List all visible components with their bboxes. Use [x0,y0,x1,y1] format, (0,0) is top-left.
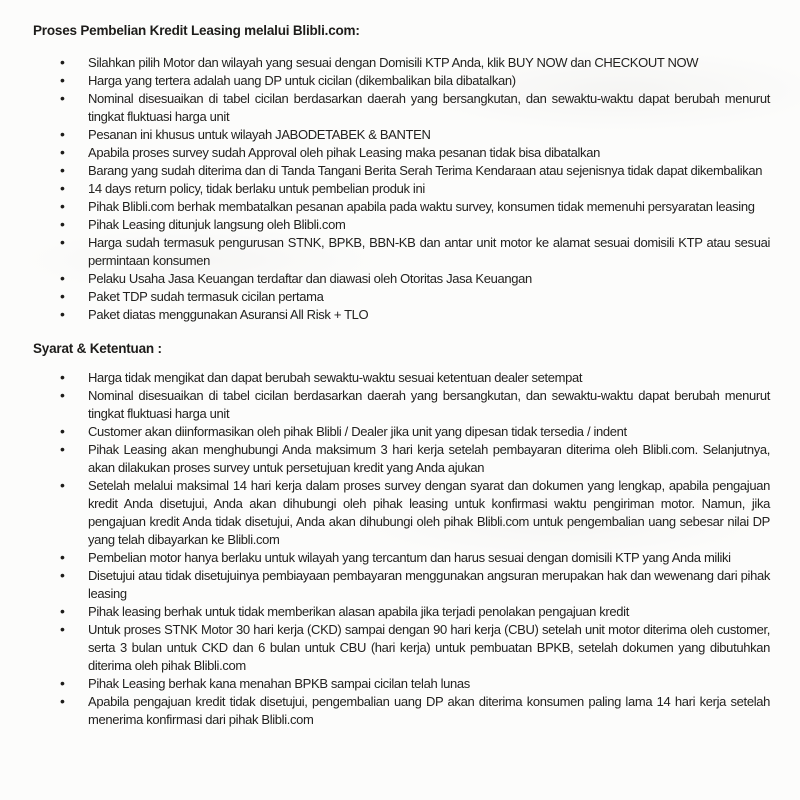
list-item: • Harga yang tertera adalah uang DP untuk cicilan (dikembalikan bila dibatalkan) [60,72,770,90]
list-item: • Setelah melalui maksimal 14 hari kerja dalam proses survey dengan syarat dan dokumen yang lengkap, apabila pengajuan kredit Anda disetujui, Anda akan dihubungi oleh pihak leasing untuk konfirmasi waktu pengiriman motor. Namun, jika pengajuan kredit Anda tidak disetujui, Anda akan dihubungi oleh pihak Blibli.com untuk pengembalian uang sebesar nilai DP yang telah dibayarkan ke Blibli.com [60,477,770,549]
list-item: • Customer akan diinformasikan oleh pihak Blibli / Dealer jika unit yang dipesan tidak tersedia / indent [60,423,770,441]
list-item: • Disetujui atau tidak disetujuinya pembiayaan pembayaran menggunakan angsuran merupakan hak dan wewenang dari pihak leasing [60,567,770,603]
list-item: • Barang yang sudah diterima dan di Tanda Tangani Berita Serah Terima Kendaraan atau sejenisnya tidak dapat dikembalikan [60,162,770,180]
list-item: • Pihak Leasing berhak kana menahan BPKB sampai cicilan telah lunas [60,675,770,693]
list-item: • Silahkan pilih Motor dan wilayah yang sesuai dengan Domisili KTP Anda, klik BUY NOW dan CHECKOUT NOW [60,54,770,72]
list-item: • Pihak Leasing ditunjuk langsung oleh Blibli.com [60,216,770,234]
list-item: • Nominal disesuaikan di tabel cicilan berdasarkan daerah yang bersangkutan, dan sewaktu-waktu dapat berubah menurut tingkat fluktuasi harga unit [60,90,770,126]
process-list [60,54,770,324]
list-item: • Harga sudah termasuk pengurusan STNK, BPKB, BBN-KB dan antar unit motor ke alamat sesuai domisili KTP atau sesuai permintaan konsumen [60,234,770,270]
list-item: • Pihak Blibli.com berhak membatalkan pesanan apabila pada waktu survey, konsumen tidak memenuhi persyaratan leasing [60,198,770,216]
list-item: • Pihak leasing berhak untuk tidak memberikan alasan apabila jika terjadi penolakan pengajuan kredit [60,603,770,621]
terms-list [60,369,770,729]
list-item: • Untuk proses STNK Motor 30 hari kerja (CKD) sampai dengan 90 hari kerja (CBU) setelah unit motor diterima oleh customer, serta 3 bulan untuk CKD dan 6 bulan untuk CBU (hari kerja) untuk pembuatan BPKB, setelah dokumen yang dibutuhkan diterima oleh pihak Blibli.com [60,621,770,675]
list-item: • Pembelian motor hanya berlaku untuk wilayah yang tercantum dan harus sesuai dengan domisili KTP yang Anda miliki [60,549,770,567]
list-item: • Nominal disesuaikan di tabel cicilan berdasarkan daerah yang bersangkutan, dan sewaktu-waktu dapat berubah menurut tingkat fluktuasi harga unit [60,387,770,423]
section-heading-proses-pembelian: Proses Pembelian Kredit Leasing melalui Blibli.com: [33,23,360,38]
list-item: • Pelaku Usaha Jasa Keuangan terdaftar dan diawasi oleh Otoritas Jasa Keuangan [60,270,770,288]
list-item: • Apabila pengajuan kredit tidak disetujui, pengembalian uang DP akan diterima konsumen paling lama 14 hari kerja setelah menerima konfirmasi dari pihak Blibli.com [60,693,770,729]
list-item: • Paket TDP sudah termasuk cicilan pertama [60,288,770,306]
list-item: • Pihak Leasing akan menghubungi Anda maksimum 3 hari kerja setelah pembayaran diterima oleh Blibli.com. Selanjutnya, akan dilakukan proses survey untuk persetujuan kredit yang Anda ajukan [60,441,770,477]
list-item: • Harga tidak mengikat dan dapat berubah sewaktu-waktu sesuai ketentuan dealer setempat [60,369,770,387]
list-item: • Apabila proses survey sudah Approval oleh pihak Leasing maka pesanan tidak bisa dibatalkan [60,144,770,162]
list-item: • Paket diatas menggunakan Asuransi All Risk + TLO [60,306,770,324]
list-item: • 14 days return policy, tidak berlaku untuk pembelian produk ini [60,180,770,198]
list-item: • Pesanan ini khusus untuk wilayah JABODETABEK & BANTEN [60,126,770,144]
section-heading-syarat-ketentuan: Syarat & Ketentuan : [33,341,162,356]
